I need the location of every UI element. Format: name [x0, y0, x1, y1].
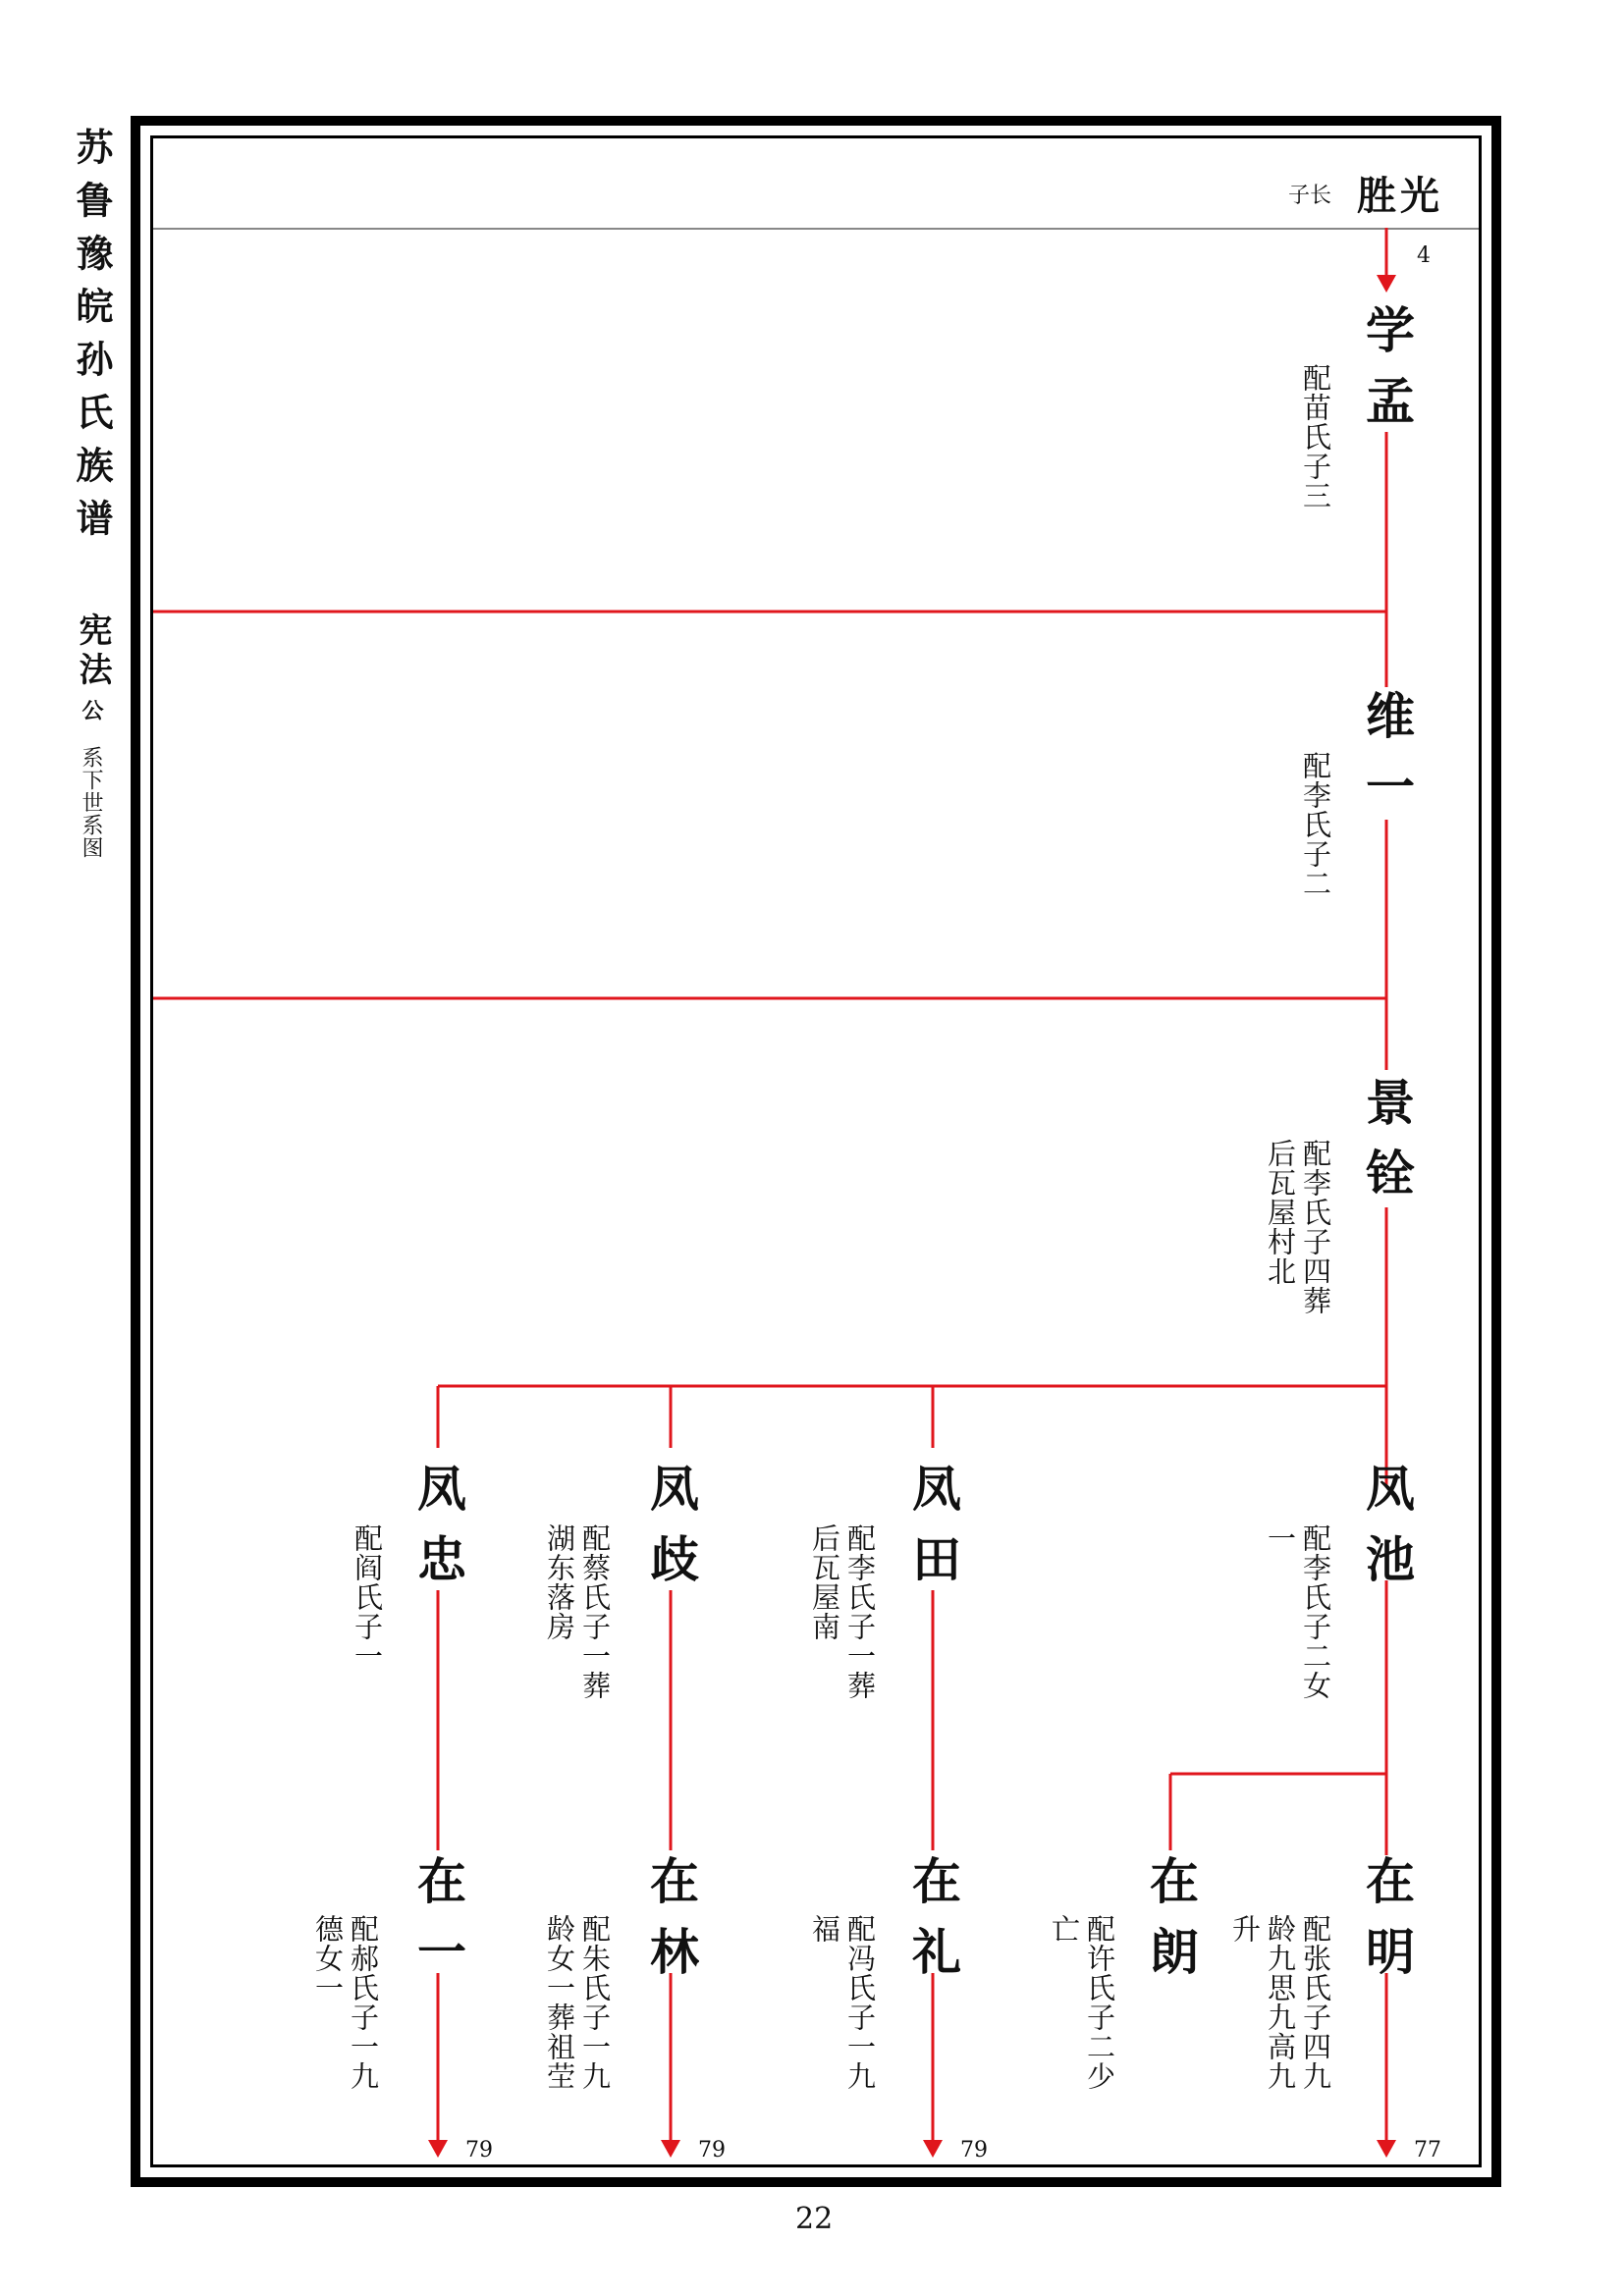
- person-name-zaiming: 在明: [1358, 1855, 1416, 1997]
- series-label: 系下世系图: [79, 746, 103, 859]
- eldest-son-label: 子长: [1288, 184, 1332, 208]
- arrow-zaili: [923, 2140, 943, 2158]
- person-note-fengzhong: 配阎氏子一: [351, 1523, 384, 1671]
- person-note-fengqi: 配蔡氏子一葬 湖东落房: [543, 1523, 612, 1700]
- person-name-fengqi: 凤歧: [642, 1463, 700, 1604]
- person-name-fengzhong: 凤忠: [409, 1463, 467, 1604]
- branch-suffix: 公: [79, 699, 104, 721]
- ref-zaili: 79: [960, 2138, 988, 2163]
- top-ancestor-name: 胜光: [1357, 173, 1443, 219]
- ref-zaiming: 77: [1414, 2138, 1441, 2163]
- page-number: 22: [795, 2202, 834, 2236]
- arrow-zailin: [661, 2140, 680, 2158]
- person-name-zailang: 在朗: [1142, 1855, 1200, 1997]
- person-note-zaiming: 配张氏子四九 龄九思九高九 升: [1228, 1914, 1332, 2091]
- person-name-xuemeng: 学孟: [1358, 304, 1416, 446]
- arrow-zaiyi: [428, 2140, 448, 2158]
- person-name-zaili: 在礼: [904, 1855, 962, 1997]
- genealogy-title: 苏鲁豫皖孙氏族谱: [70, 128, 114, 552]
- person-name-zailin: 在林: [642, 1855, 700, 1997]
- person-note-weiyi: 配李氏子二: [1299, 751, 1332, 898]
- person-note-jingquan: 配李氏子四葬 后瓦屋村北: [1264, 1139, 1332, 1315]
- person-note-zailang: 配许氏子二少 亡: [1048, 1914, 1116, 2091]
- arrow-zaiming: [1377, 2140, 1396, 2158]
- person-note-fengtian: 配李氏子一葬 后瓦屋南: [808, 1523, 877, 1700]
- person-name-weiyi: 维一: [1358, 690, 1416, 831]
- person-name-zaiyi: 在一: [409, 1855, 467, 1997]
- person-note-fengchi: 配李氏子二女 一: [1264, 1523, 1332, 1700]
- person-note-zaili: 配冯氏子一九 福: [808, 1914, 877, 2091]
- person-note-xuemeng: 配苗氏子三: [1299, 363, 1332, 510]
- person-note-zailin: 配朱氏子一九 龄女一葬祖茔: [543, 1914, 612, 2091]
- person-name-fengchi: 凤池: [1358, 1463, 1416, 1604]
- person-note-zaiyi: 配郝氏子一九 德女一: [311, 1914, 380, 2091]
- ref-zaiyi: 79: [465, 2138, 493, 2163]
- person-name-jingquan: 景铨: [1358, 1077, 1416, 1218]
- ref-zailin: 79: [698, 2138, 726, 2163]
- person-name-fengtian: 凤田: [904, 1463, 962, 1604]
- arrow-xuemeng: [1377, 275, 1396, 293]
- branch-name: 宪法: [73, 613, 112, 691]
- header-ref-number: 4: [1417, 243, 1431, 268]
